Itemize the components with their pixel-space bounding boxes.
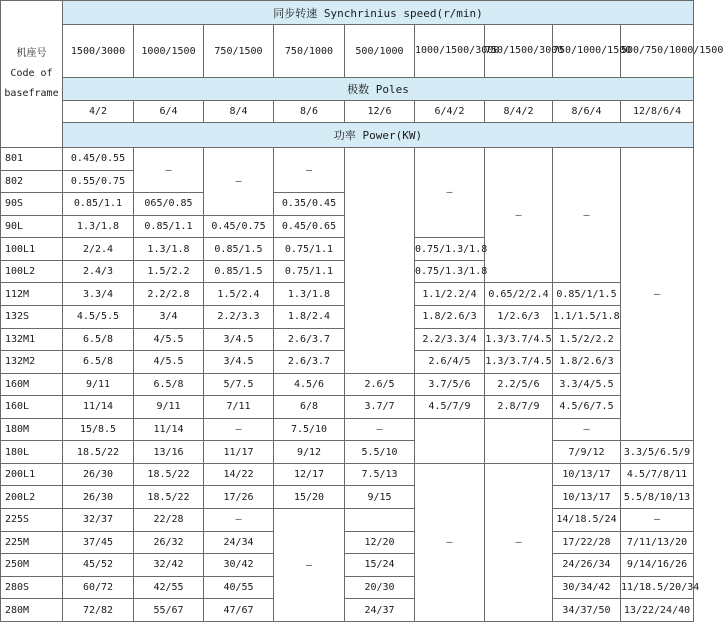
power-cell: 7.5/10 [274,418,345,441]
frame-code: 90L [1,215,63,238]
speed-cell: 750/1000 [274,25,345,78]
dash-cell: — [134,148,204,193]
power-cell: 11/18.5/20/34 [621,576,694,599]
power-cell: 0.75/1.1 [274,260,345,283]
power-cell: 72/82 [63,599,134,622]
frame-code: 132M1 [1,328,63,351]
power-cell: 45/52 [63,554,134,577]
power-cell: 2.6/3.7 [274,351,345,374]
power-cell: 9/14/16/26 [621,554,694,577]
power-header: 功率 Power(KW) [63,123,694,148]
power-cell: 10/13/17 [553,463,621,486]
power-cell: 14/18.5/24 [553,509,621,532]
power-cell: 12/17 [274,463,345,486]
power-cell: 0.85/1.5 [204,260,274,283]
power-cell: 30/42 [204,554,274,577]
power-cell: 18.5/22 [134,463,204,486]
power-cell: 26/30 [63,486,134,509]
power-cell: 6.5/8 [63,328,134,351]
frame-code: 200L2 [1,486,63,509]
power-cell: 15/24 [345,554,415,577]
power-cell: 4.5/5.5 [63,305,134,328]
power-cell: 55/67 [134,599,204,622]
power-cell: 2.6/4/5 [415,351,485,374]
dash-cell: — [274,509,345,622]
poles-cell: 8/4 [204,101,274,123]
power-cell: 18.5/22 [134,486,204,509]
power-cell: 0.75/1.1 [274,238,345,261]
power-cell: 2.4/3 [63,260,134,283]
power-cell: 3.7/7 [345,396,415,419]
speed-cell: 1000/1500/3000 [415,25,485,78]
power-cell: 26/32 [134,531,204,554]
empty-cell [415,418,485,463]
power-cell: 0.85/1.1 [63,193,134,216]
power-cell: 2.2/3.3 [204,305,274,328]
poles-cell: 8/4/2 [485,101,553,123]
power-cell: 1.5/2/2.2 [553,328,621,351]
dash-cell: — [553,418,621,441]
power-cell: 4.5/7/8/11 [621,463,694,486]
frame-code: 180M [1,418,63,441]
power-cell: 1.5/2.4 [204,283,274,306]
power-cell: 34/37/50 [553,599,621,622]
power-cell: 47/67 [204,599,274,622]
frame-code: 280S [1,576,63,599]
power-cell: 11/14 [63,396,134,419]
power-cell: 40/55 [204,576,274,599]
frame-code: 801 [1,148,63,171]
power-cell: 2.8/7/9 [485,396,553,419]
speed-cell: 1500/3000 [63,25,134,78]
poles-cell: 8/6/4 [553,101,621,123]
power-cell: 0.75/1.3/1.8 [415,260,485,283]
dash-cell: — [204,148,274,216]
power-cell: 1.8/2.6/3 [553,351,621,374]
poles-header: 极数 Poles [63,78,694,101]
dash-cell: — [621,148,694,441]
power-cell: 10/13/17 [553,486,621,509]
power-cell: 3/4 [134,305,204,328]
power-cell: 4.5/6 [274,373,345,396]
power-cell: 7.5/13 [345,463,415,486]
power-cell: 7/9/12 [553,441,621,464]
power-cell: 1.1/1.5/1.8 [553,305,621,328]
power-cell: 7/11 [204,396,274,419]
power-cell: 0.85/1/1.5 [553,283,621,306]
power-cell: 7/11/13/20 [621,531,694,554]
power-cell: 32/42 [134,554,204,577]
dash-cell: — [204,509,274,532]
frame-code: 100L1 [1,238,63,261]
power-cell: 15/20 [274,486,345,509]
power-cell: 3/4.5 [204,328,274,351]
power-cell: 1.5/2.2 [134,260,204,283]
power-cell: 0.45/0.65 [274,215,345,238]
power-cell: 2.6/5 [345,373,415,396]
power-cell: 4.5/7/9 [415,396,485,419]
frame-code: 160M [1,373,63,396]
power-cell: 2.6/3.7 [274,328,345,351]
power-cell: 11/17 [204,441,274,464]
speed-cell: 750/1000/1500 [553,25,621,78]
power-cell: 20/30 [345,576,415,599]
power-cell: 1.8/2.4 [274,305,345,328]
power-cell: 0.45/0.75 [204,215,274,238]
power-cell: 1.3/1.8 [134,238,204,261]
power-cell: 3.3/5/6.5/9 [621,441,694,464]
power-cell: 1/2.6/3 [485,305,553,328]
power-cell: 1.8/2.6/3 [415,305,485,328]
power-cell: 3.3/4 [63,283,134,306]
power-cell: 1.3/3.7/4.5 [485,328,553,351]
power-cell: 60/72 [63,576,134,599]
power-cell: 9/11 [134,396,204,419]
dash-cell: — [274,148,345,193]
speed-cell: 500/750/1000/1500 [621,25,694,78]
power-cell: 37/45 [63,531,134,554]
speed-cell: 500/1000 [345,25,415,78]
frame-code-label-zh: 机座号 [16,48,47,59]
poles-cell: 8/6 [274,101,345,123]
frame-code: 132S [1,305,63,328]
power-cell: 24/34 [204,531,274,554]
frame-code: 200L1 [1,463,63,486]
dash-cell: — [345,418,415,441]
power-cell: 14/22 [204,463,274,486]
power-cell: 0.65/2/2.4 [485,283,553,306]
power-cell: 3/4.5 [204,351,274,374]
dash-cell: — [485,148,553,283]
poles-cell: 6/4/2 [415,101,485,123]
dash-cell: — [415,148,485,238]
power-cell: 6.5/8 [63,351,134,374]
frame-code: 100L2 [1,260,63,283]
power-cell: 4.5/6/7.5 [553,396,621,419]
poles-cell: 12/6 [345,101,415,123]
empty-cell [345,148,415,374]
speed-cell: 750/1500/3000 [485,25,553,78]
power-cell: 0.35/0.45 [274,193,345,216]
power-cell: 1.3/1.8 [63,215,134,238]
frame-code-header [1,1,63,148]
power-cell: 30/34/42 [553,576,621,599]
power-cell: 5.5/8/10/13 [621,486,694,509]
power-cell: 17/22/28 [553,531,621,554]
power-cell: 9/11 [63,373,134,396]
frame-code-label-en2: baseframe [4,88,59,99]
dash-cell: — [553,148,621,283]
frame-code: 280M [1,599,63,622]
power-cell: 4/5.5 [134,328,204,351]
poles-cell: 12/8/6/4 [621,101,694,123]
power-cell: 0.75/1.3/1.8 [415,238,485,261]
frame-code: 250M [1,554,63,577]
power-cell: 2.2/3.3/4 [415,328,485,351]
poles-cell: 6/4 [134,101,204,123]
frame-code: 132M2 [1,351,63,374]
empty-cell [485,418,553,463]
power-cell: 22/28 [134,509,204,532]
power-cell: 4/5.5 [134,351,204,374]
power-cell: 0.85/1.1 [134,215,204,238]
dash-cell: — [621,509,694,532]
speed-cell: 750/1500 [204,25,274,78]
power-cell: 5.5/10 [345,441,415,464]
empty-cell [345,509,415,532]
power-cell: 12/20 [345,531,415,554]
dash-cell: — [485,463,553,621]
power-cell: 0.45/0.55 [63,148,134,171]
power-cell: 13/16 [134,441,204,464]
power-cell: 2/2.4 [63,238,134,261]
frame-code-label-en1: Code of [10,68,53,79]
power-cell: 2.2/5/6 [485,373,553,396]
power-cell: 17/26 [204,486,274,509]
power-cell: 065/0.85 [134,193,204,216]
power-cell: 3.7/5/6 [415,373,485,396]
power-cell: 9/12 [274,441,345,464]
power-cell: 32/37 [63,509,134,532]
power-cell: 24/37 [345,599,415,622]
power-cell: 6/8 [274,396,345,419]
power-cell: 1.1/2.2/4 [415,283,485,306]
power-cell: 11/14 [134,418,204,441]
power-cell: 3.3/4/5.5 [553,373,621,396]
power-cell: 15/8.5 [63,418,134,441]
power-cell: 26/30 [63,463,134,486]
frame-code: 225S [1,509,63,532]
power-cell: 13/22/24/40 [621,599,694,622]
power-cell: 0.85/1.5 [204,238,274,261]
power-cell: 9/15 [345,486,415,509]
power-cell: 1.3/3.7/4.5 [485,351,553,374]
frame-code: 225M [1,531,63,554]
dash-cell: — [204,418,274,441]
power-cell: 24/26/34 [553,554,621,577]
frame-code: 160L [1,396,63,419]
frame-code: 90S [1,193,63,216]
power-cell: 5/7.5 [204,373,274,396]
power-cell: 18.5/22 [63,441,134,464]
speed-header: 同步转速 Synchrinius speed(r/min) [63,1,694,25]
power-cell: 0.55/0.75 [63,170,134,193]
power-cell: 1.3/1.8 [274,283,345,306]
frame-code: 802 [1,170,63,193]
dash-cell: — [415,463,485,621]
speed-cell: 1000/1500 [134,25,204,78]
power-cell: 2.2/2.8 [134,283,204,306]
power-cell: 6.5/8 [134,373,204,396]
frame-code: 180L [1,441,63,464]
poles-cell: 4/2 [63,101,134,123]
frame-code: 112M [1,283,63,306]
power-cell: 42/55 [134,576,204,599]
